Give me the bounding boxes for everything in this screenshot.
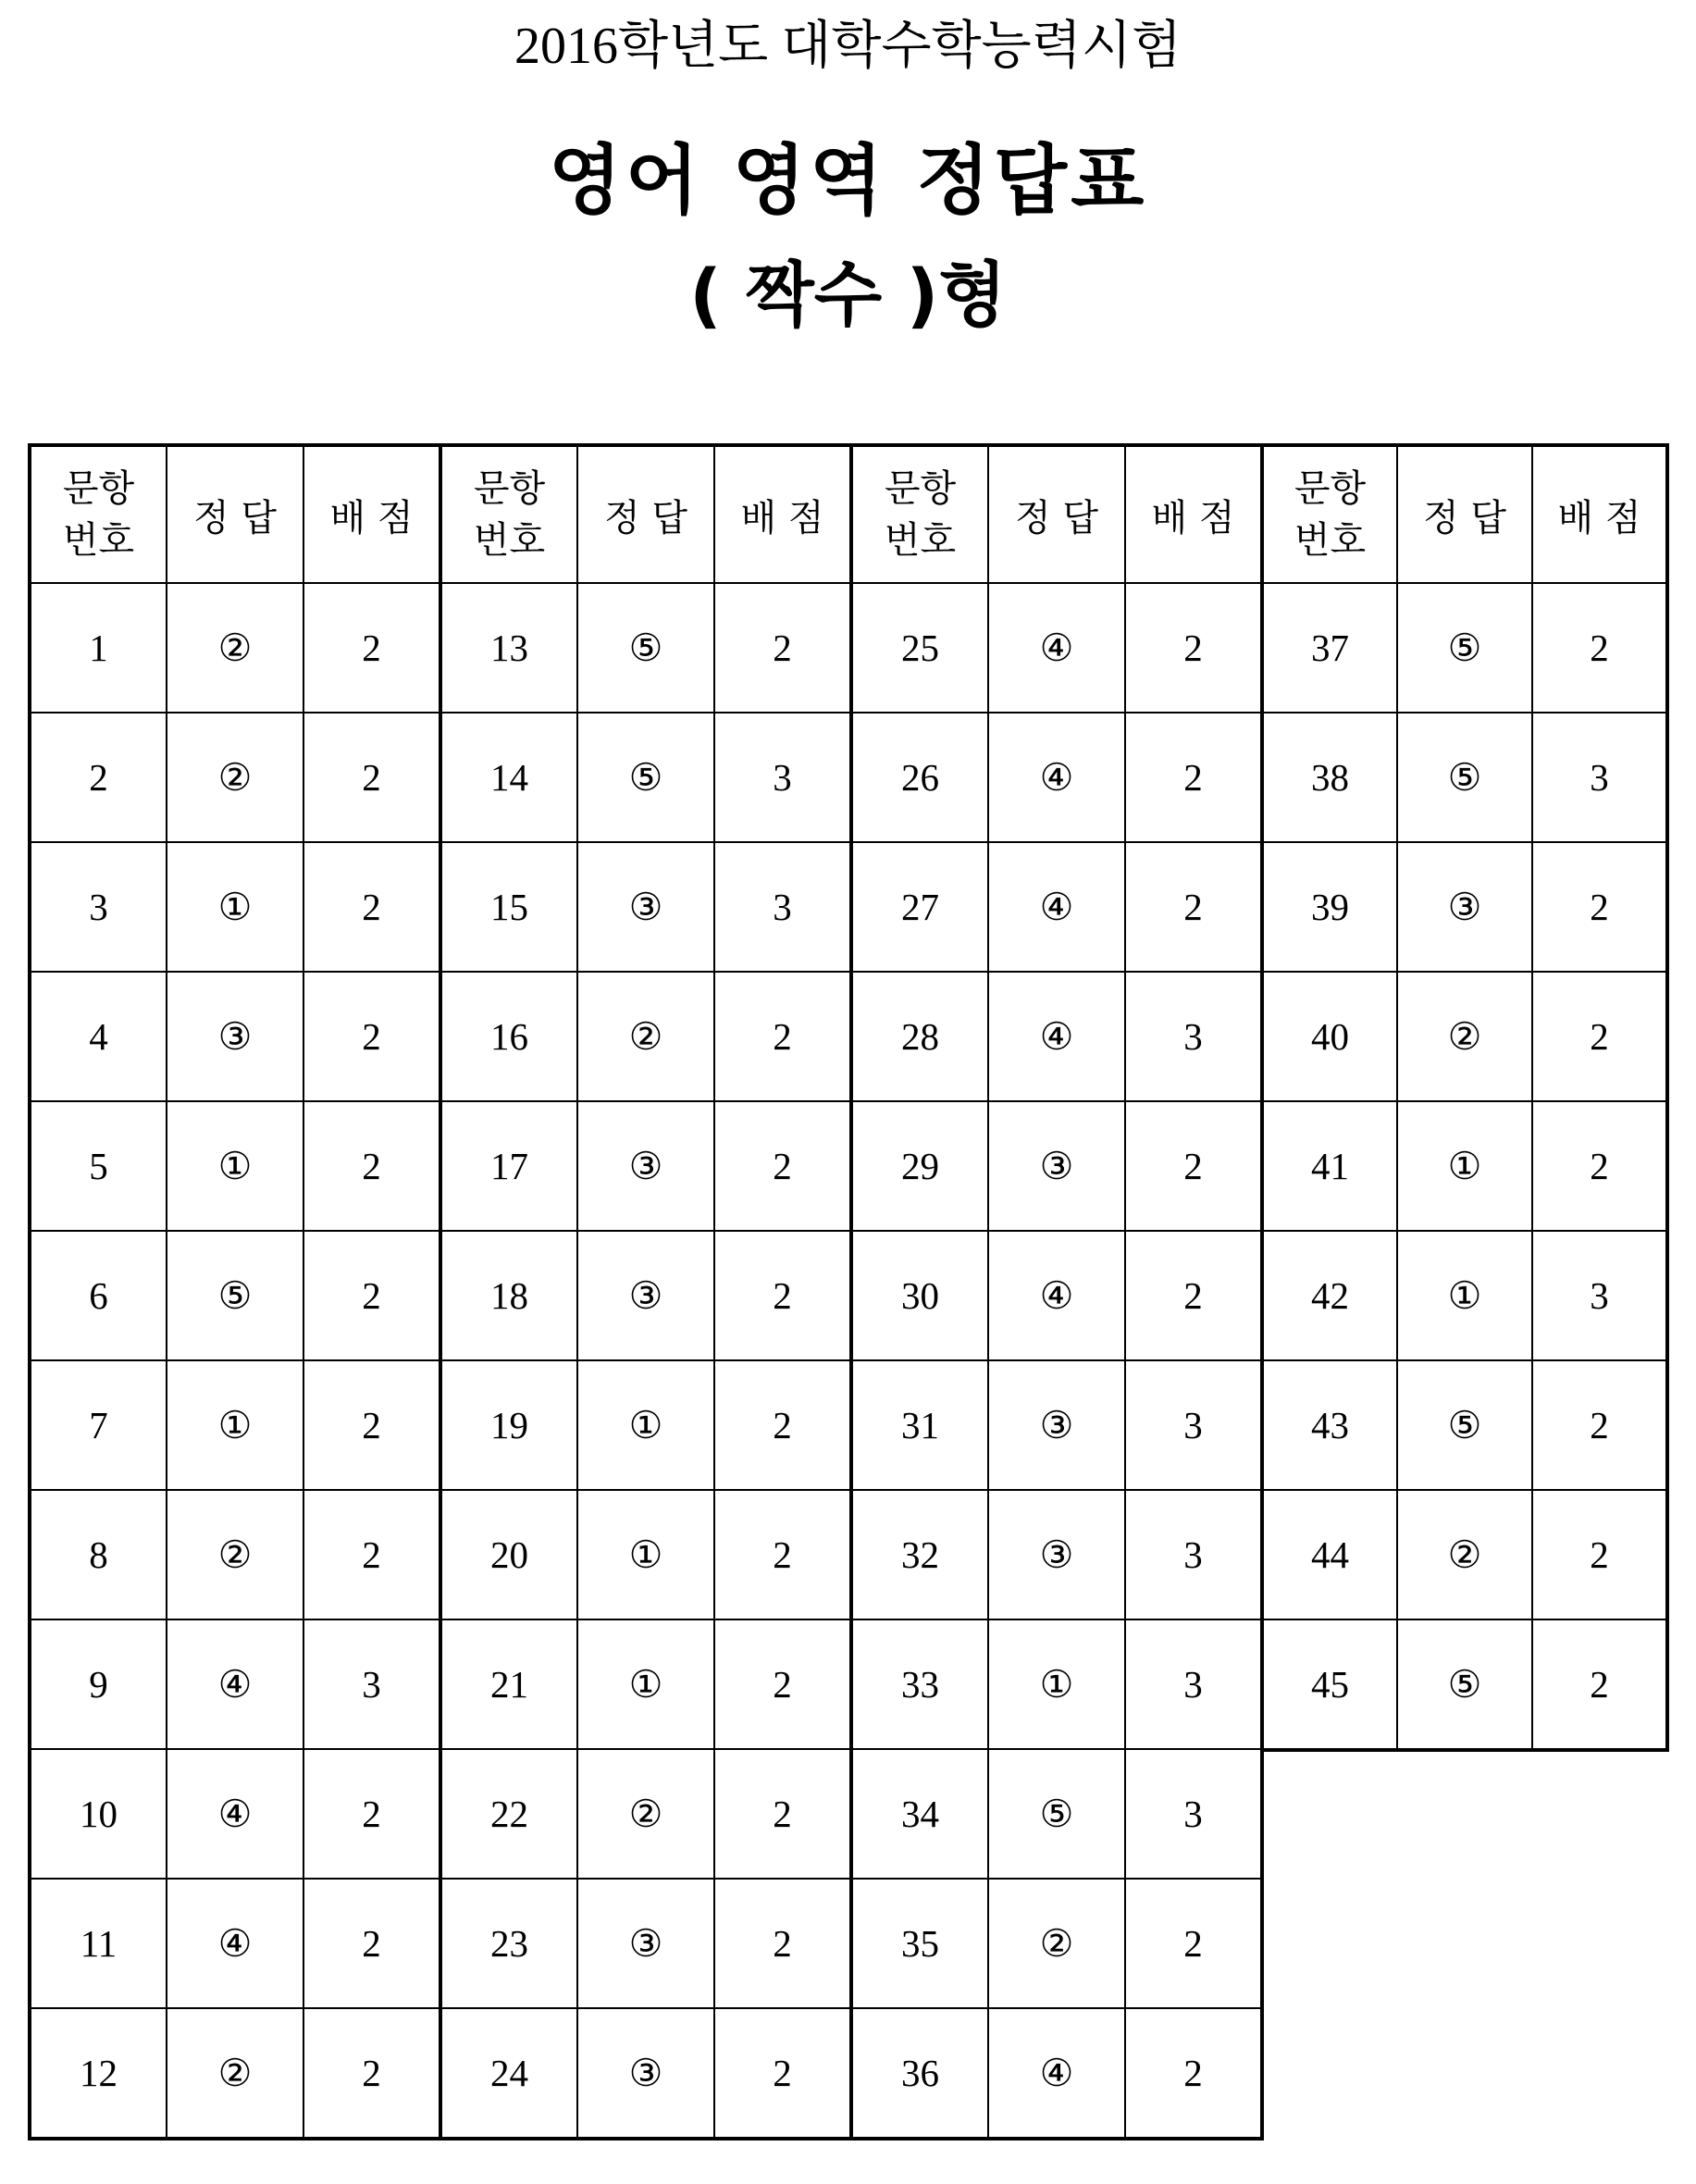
question-number-cell: 22 [440, 1749, 577, 1879]
points-cell: 2 [1125, 713, 1262, 842]
points-cell: 2 [303, 972, 440, 1101]
question-number-cell: 43 [1262, 1360, 1397, 1490]
answer-cell: ② [1397, 1490, 1532, 1619]
points-cell: 3 [1125, 1749, 1262, 1879]
answer-header: 정 답 [577, 445, 714, 583]
answer-cell: ④ [988, 842, 1125, 972]
table-row [1262, 1101, 1667, 1231]
points-cell: 2 [714, 1490, 851, 1619]
points-cell: 2 [1532, 972, 1667, 1101]
question-header-line1: 문항 [1294, 467, 1367, 510]
answer-cell: ④ [988, 713, 1125, 842]
table-row [1262, 1619, 1667, 1750]
answer-block-3 [849, 443, 1264, 2141]
table-row [1262, 1490, 1667, 1619]
table-row [440, 972, 851, 1101]
points-cell: 3 [1125, 1360, 1262, 1490]
table-row [851, 713, 1262, 842]
answer-cell: ③ [988, 1101, 1125, 1231]
table-row [440, 1360, 851, 1490]
points-cell: 2 [714, 1749, 851, 1879]
question-header-line2: 번호 [473, 519, 546, 562]
question-number-cell: 14 [440, 713, 577, 842]
question-number-cell: 41 [1262, 1101, 1397, 1231]
points-cell: 2 [714, 1231, 851, 1360]
table-row [851, 1490, 1262, 1619]
points-cell: 2 [303, 1490, 440, 1619]
answer-cell: ③ [577, 1879, 714, 2008]
question-number-cell: 5 [30, 1101, 167, 1231]
points-header: 배 점 [303, 445, 440, 583]
question-number-cell: 1 [30, 583, 167, 713]
question-number-cell: 8 [30, 1490, 167, 1619]
question-number-cell: 9 [30, 1619, 167, 1749]
table-row [30, 972, 440, 1101]
points-cell: 3 [714, 713, 851, 842]
question-number-cell: 13 [440, 583, 577, 713]
points-cell: 2 [303, 2008, 440, 2139]
points-cell: 3 [303, 1619, 440, 1749]
question-number-cell: 25 [851, 583, 988, 713]
points-cell: 3 [1125, 1619, 1262, 1749]
answer-cell: ③ [167, 972, 303, 1101]
question-number-cell: 23 [440, 1879, 577, 2008]
points-cell: 3 [714, 842, 851, 972]
question-header-line2: 번호 [1294, 519, 1367, 562]
answer-cell: ③ [1397, 842, 1532, 972]
points-cell: 2 [303, 1231, 440, 1360]
points-cell: 2 [303, 1749, 440, 1879]
answer-cell: ① [577, 1360, 714, 1490]
answer-cell: ② [577, 1749, 714, 1879]
answer-cell: ③ [988, 1360, 1125, 1490]
table-row [440, 1231, 851, 1360]
question-number-cell: 33 [851, 1619, 988, 1749]
question-header-line1: 문항 [62, 467, 135, 510]
answer-cell: ② [577, 972, 714, 1101]
table-header-row [30, 445, 440, 583]
question-number-cell: 2 [30, 713, 167, 842]
points-cell: 2 [714, 1360, 851, 1490]
question-number-cell: 39 [1262, 842, 1397, 972]
question-number-cell: 27 [851, 842, 988, 972]
answer-cell: ④ [988, 1231, 1125, 1360]
question-number-cell: 26 [851, 713, 988, 842]
table-row [851, 1101, 1262, 1231]
table-row [30, 713, 440, 842]
table-row [440, 713, 851, 842]
table-row [30, 1879, 440, 2008]
answer-cell: ① [167, 1360, 303, 1490]
sheet-title: 영어 영역 정답표 [548, 137, 1148, 225]
answer-header: 정 답 [988, 445, 1125, 583]
table-row [30, 1231, 440, 1360]
table-row [851, 972, 1262, 1101]
table-row [1262, 713, 1667, 842]
question-number-header [440, 445, 577, 583]
table-row [440, 842, 851, 972]
answer-block-2 [439, 443, 853, 2141]
table-row [1262, 1360, 1667, 1490]
points-cell: 2 [1532, 842, 1667, 972]
question-number-cell: 16 [440, 972, 577, 1101]
points-cell: 2 [1125, 1101, 1262, 1231]
points-cell: 2 [303, 842, 440, 972]
question-number-cell: 24 [440, 2008, 577, 2139]
table-row [30, 2008, 440, 2139]
points-cell: 2 [1125, 2008, 1262, 2139]
points-cell: 2 [303, 1360, 440, 1490]
table-row [440, 1619, 851, 1749]
question-number-cell: 20 [440, 1490, 577, 1619]
table-row [440, 1749, 851, 1879]
table-row [851, 1231, 1262, 1360]
points-cell: 2 [303, 1879, 440, 2008]
points-cell: 2 [714, 2008, 851, 2139]
question-number-header [851, 445, 988, 583]
points-cell: 2 [714, 1879, 851, 2008]
table-row [1262, 583, 1667, 713]
question-number-cell: 38 [1262, 713, 1397, 842]
answer-cell: ⑤ [1397, 713, 1532, 842]
points-cell: 2 [1125, 842, 1262, 972]
table-row [30, 842, 440, 972]
table-row [30, 1619, 440, 1749]
answer-cell: ③ [577, 1231, 714, 1360]
points-cell: 3 [1532, 1231, 1667, 1360]
question-header-line2: 번호 [884, 519, 957, 562]
question-number-cell: 6 [30, 1231, 167, 1360]
answer-cell: ⑤ [167, 1231, 303, 1360]
question-number-cell: 3 [30, 842, 167, 972]
table-row [30, 583, 440, 713]
question-number-cell: 12 [30, 2008, 167, 2139]
points-cell: 2 [1532, 1360, 1667, 1490]
answer-cell: ④ [167, 1879, 303, 2008]
table-row [851, 1360, 1262, 1490]
points-cell: 2 [1532, 583, 1667, 713]
table-row [851, 842, 1262, 972]
question-number-cell: 44 [1262, 1490, 1397, 1619]
question-number-cell: 34 [851, 1749, 988, 1879]
table-row [1262, 972, 1667, 1101]
table-row [851, 1619, 1262, 1749]
answer-cell: ⑤ [1397, 1360, 1532, 1490]
answer-cell: ① [988, 1619, 1125, 1749]
question-number-cell: 28 [851, 972, 988, 1101]
question-number-cell: 17 [440, 1101, 577, 1231]
answer-cell: ① [1397, 1231, 1532, 1360]
answer-cell: ④ [988, 2008, 1125, 2139]
answer-block-4 [1260, 443, 1669, 1752]
answer-cell: ⑤ [1397, 1619, 1532, 1750]
question-number-cell: 4 [30, 972, 167, 1101]
question-header-line2: 번호 [62, 519, 135, 562]
answer-cell: ② [167, 583, 303, 713]
answer-cell: ⑤ [988, 1749, 1125, 1879]
points-cell: 2 [1125, 1231, 1262, 1360]
question-number-cell: 42 [1262, 1231, 1397, 1360]
question-header-line1: 문항 [473, 467, 546, 510]
question-number-cell: 35 [851, 1879, 988, 2008]
answer-cell: ⑤ [577, 583, 714, 713]
answer-cell: ② [988, 1879, 1125, 2008]
table-row [440, 583, 851, 713]
answer-cell: ⑤ [1397, 583, 1532, 713]
question-number-cell: 31 [851, 1360, 988, 1490]
answer-cell: ② [167, 713, 303, 842]
question-number-cell: 18 [440, 1231, 577, 1360]
points-cell: 2 [714, 583, 851, 713]
points-header: 배 점 [1125, 445, 1262, 583]
form-type-title: ( 짝수 )형 [689, 254, 1007, 336]
table-row [851, 1879, 1262, 2008]
question-number-cell: 10 [30, 1749, 167, 1879]
answer-cell: ④ [988, 972, 1125, 1101]
question-number-cell: 11 [30, 1879, 167, 2008]
points-header: 배 점 [714, 445, 851, 583]
answer-header: 정 답 [1397, 445, 1532, 583]
question-number-cell: 40 [1262, 972, 1397, 1101]
answer-cell: ① [167, 842, 303, 972]
table-row [30, 1490, 440, 1619]
question-number-cell: 29 [851, 1101, 988, 1231]
table-header-row [851, 445, 1262, 583]
answer-cell: ④ [988, 583, 1125, 713]
points-cell: 3 [1125, 972, 1262, 1101]
exam-title: 2016학년도 대학수학능력시험 [514, 18, 1182, 75]
points-cell: 2 [303, 583, 440, 713]
table-row [1262, 1231, 1667, 1360]
points-cell: 2 [714, 1101, 851, 1231]
points-cell: 2 [1125, 583, 1262, 713]
table-header-row [1262, 445, 1667, 583]
table-row [1262, 842, 1667, 972]
question-number-cell: 32 [851, 1490, 988, 1619]
table-header-row [440, 445, 851, 583]
table-row [851, 583, 1262, 713]
answer-cell: ③ [577, 2008, 714, 2139]
points-cell: 2 [1125, 1879, 1262, 2008]
question-number-cell: 7 [30, 1360, 167, 1490]
question-number-cell: 21 [440, 1619, 577, 1749]
question-number-cell: 36 [851, 2008, 988, 2139]
question-header-line1: 문항 [884, 467, 957, 510]
answer-cell: ① [577, 1619, 714, 1749]
answer-cell: ③ [988, 1490, 1125, 1619]
points-cell: 2 [1532, 1619, 1667, 1750]
table-row [440, 1879, 851, 2008]
answer-block-1 [28, 443, 442, 2141]
answer-cell: ② [167, 1490, 303, 1619]
answer-cell: ④ [167, 1749, 303, 1879]
answer-cell: ③ [577, 842, 714, 972]
points-cell: 2 [303, 713, 440, 842]
table-row [30, 1749, 440, 1879]
answer-cell: ① [167, 1101, 303, 1231]
points-cell: 2 [1532, 1101, 1667, 1231]
table-row [30, 1360, 440, 1490]
table-row [440, 1490, 851, 1619]
question-number-cell: 45 [1262, 1619, 1397, 1750]
table-row [30, 1101, 440, 1231]
table-row [851, 1749, 1262, 1879]
answer-cell: ② [1397, 972, 1532, 1101]
answer-cell: ③ [577, 1101, 714, 1231]
answer-cell: ① [1397, 1101, 1532, 1231]
answer-cell: ① [577, 1490, 714, 1619]
points-cell: 2 [1532, 1490, 1667, 1619]
question-number-cell: 19 [440, 1360, 577, 1490]
question-number-header [1262, 445, 1397, 583]
points-cell: 3 [1125, 1490, 1262, 1619]
table-row [440, 1101, 851, 1231]
answer-key-tables [28, 443, 1669, 2164]
answer-cell: ④ [167, 1619, 303, 1749]
question-number-header [30, 445, 167, 583]
answer-header: 정 답 [167, 445, 303, 583]
table-row [851, 2008, 1262, 2139]
points-cell: 2 [714, 972, 851, 1101]
answer-cell: ⑤ [577, 713, 714, 842]
points-header: 배 점 [1532, 445, 1667, 583]
question-number-cell: 15 [440, 842, 577, 972]
question-number-cell: 37 [1262, 583, 1397, 713]
question-number-cell: 30 [851, 1231, 988, 1360]
points-cell: 2 [714, 1619, 851, 1749]
table-row [440, 2008, 851, 2139]
points-cell: 2 [303, 1101, 440, 1231]
points-cell: 3 [1532, 713, 1667, 842]
answer-cell: ② [167, 2008, 303, 2139]
